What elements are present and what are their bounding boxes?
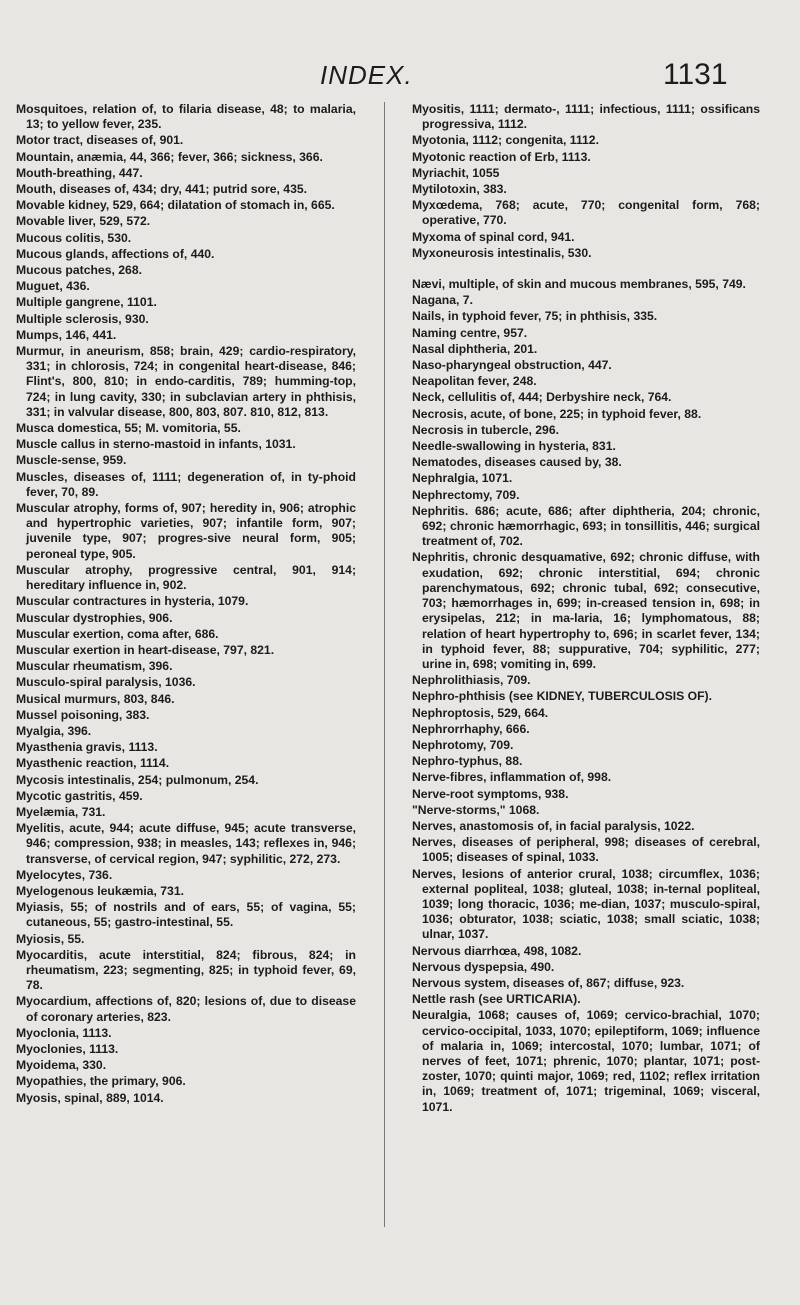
- index-entry: Mountain, anæmia, 44, 366; fever, 366; sickness, 366.: [16, 149, 323, 164]
- index-entry: Myasthenic reaction, 1114.: [16, 756, 170, 771]
- index-entry: Mussel poisoning, 383.: [16, 707, 150, 722]
- index-entry: Muscular exertion, coma after, 686.: [16, 626, 219, 641]
- index-entry: Nervous system, diseases of, 867; diffuse, 923.: [412, 975, 685, 990]
- index-entry: Nerves, diseases of peripheral, 998; diseases of cerebral, 1005; diseases of spinal, 1033.: [412, 835, 760, 865]
- index-entry: Nephroptosis, 529, 664.: [412, 705, 549, 720]
- index-entry: Mucous patches, 268.: [16, 263, 142, 278]
- index-entry: Myosis, spinal, 889, 1014.: [16, 1090, 164, 1105]
- index-entry: Murmur, in aneurism, 858; brain, 429; cardio-respiratory, 331; in chlorosis, 724; in congenital heart-disease, 846; Flint's, 800, 810; in endo-carditis, 789; humming-top, 724; in lung cavity, 330; in subclavian artery in phthisis, 331; in valvular disease, 800, 803, 807. 810, 812, 813.: [16, 344, 356, 419]
- index-entry: Motor tract, diseases of, 901.: [16, 133, 184, 148]
- index-entry: Nephralgia, 1071.: [412, 471, 513, 486]
- index-entry: Mosquitoes, relation of, to filaria disease, 48; to malaria, 13; to yellow fever, 235.: [16, 102, 356, 132]
- index-entry: Naso-pharyngeal obstruction, 447.: [412, 358, 612, 373]
- index-entry: Movable kidney, 529, 664; dilatation of stomach in, 665.: [16, 198, 335, 213]
- index-entry: Myxoneurosis intestinalis, 530.: [412, 245, 592, 260]
- index-entry: Necrosis in tubercle, 296.: [412, 422, 559, 437]
- index-entry: Nephrolithiasis, 709.: [412, 673, 531, 688]
- index-entry: Nerve-root symptoms, 938.: [412, 786, 569, 801]
- index-entry: Nephrotomy, 709.: [412, 737, 514, 752]
- index-entry: Nervous diarrhœa, 498, 1082.: [412, 943, 582, 958]
- index-entry: Nematodes, diseases caused by, 38.: [412, 455, 622, 470]
- index-entry: Mouth, diseases of, 434; dry, 441; putrid sore, 435.: [16, 182, 308, 197]
- index-entry: Muscle callus in sterno-mastoid in infants, 1031.: [16, 437, 296, 452]
- index-entry: Myocardium, affections of, 820; lesions of, due to disease of coronary arteries, 823.: [16, 994, 356, 1024]
- index-entry: Myiosis, 55.: [16, 931, 85, 946]
- index-entry: Nerve-fibres, inflammation of, 998.: [412, 770, 612, 785]
- index-entry: Myoclonia, 1113.: [16, 1025, 112, 1040]
- index-entry: Neapolitan fever, 248.: [412, 374, 537, 389]
- index-entry: Mouth-breathing, 447.: [16, 165, 143, 180]
- index-entry: Nagana, 7.: [412, 293, 473, 308]
- page-header: [0, 58, 800, 98]
- index-entry: Necrosis, acute, of bone, 225; in typhoid fever, 88.: [412, 406, 702, 421]
- index-entry: Nævi, multiple, of skin and mucous membranes, 595, 749.: [412, 277, 746, 292]
- index-entry: Myelocytes, 736.: [16, 867, 113, 882]
- index-entry: Myopathies, the primary, 906.: [16, 1074, 186, 1089]
- index-entry: Nephro-typhus, 88.: [412, 754, 523, 769]
- index-entry: Myriachit, 1055: [412, 165, 500, 180]
- index-entry: Myelitis, acute, 944; acute diffuse, 945; acute transverse, 946; compression, 938; in measles, 143; reflexes in, 946; transverse, of cervical region, 947; syphilitic, 272, 273.: [16, 821, 356, 866]
- index-entry: Nerves, anastomosis of, in facial paralysis, 1022.: [412, 818, 695, 833]
- index-entry: Myelogenous leukæmia, 731.: [16, 883, 184, 898]
- index-entry: Muscular atrophy, forms of, 907; heredity in, 906; atrophic and hypertrophic varieties, 907; infantile form, 907; juvenile type, 907; progres-sive neural form, 905; peroneal type, 905.: [16, 501, 356, 561]
- index-entry: Myoclonies, 1113.: [16, 1041, 119, 1056]
- index-entry: Movable liver, 529, 572.: [16, 214, 151, 229]
- index-entry: Mumps, 146, 441.: [16, 327, 117, 342]
- index-entry: Multiple sclerosis, 930.: [16, 311, 149, 326]
- index-entry: Myotonia, 1112; congenita, 1112.: [412, 133, 599, 148]
- index-entry: Mycosis intestinalis, 254; pulmonum, 254.: [16, 772, 259, 787]
- index-entry: Nephritis, chronic desquamative, 692; chronic diffuse, with exudation, 692; chronic interstitial, 694; chronic parenchymatous, 692; chronic tubal, 692; consecutive, 703; hæmorrhages in, 699; in-creased tension in, 698; in erysipelas, 212; in ma-laria, 16; lymphomatous, 88; relation of heart hypertrophy to, 696; in scarlet fever, 134; in typhoid fever, 88; suppurative, 704; syphilitic, 277; urine in, 698; vomiting in, 699.: [412, 550, 760, 671]
- column-divider: [384, 102, 385, 1227]
- index-entry: Musca domestica, 55; M. vomitoria, 55.: [16, 421, 241, 436]
- page-number: 1131: [663, 58, 728, 91]
- index-entry: Muscular dystrophies, 906.: [16, 610, 173, 625]
- index-entry: Muscles, diseases of, 1111; degeneration of, in ty-phoid fever, 70, 89.: [16, 469, 356, 499]
- index-entry: Myasthenia gravis, 1113.: [16, 740, 158, 755]
- index-entry: Myotonic reaction of Erb, 1113.: [412, 149, 591, 164]
- index-entry: Myiasis, 55; of nostrils and of ears, 55; of vagina, 55; cutaneous, 55; gastro-intestinal, 55.: [16, 900, 356, 930]
- index-entry: Musculo-spiral paralysis, 1036.: [16, 675, 196, 690]
- index-entry: Nervous dyspepsia, 490.: [412, 959, 555, 974]
- running-title: INDEX.: [320, 60, 413, 90]
- index-entry: Nerves, lesions of anterior crural, 1038; circumflex, 1036; external popliteal, 1038; gluteal, 1038; in-ternal popliteal, 1039; long thoracic, 1036; me-dian, 1037; musculo-spiral, 1036; obturator, 1038; sciatic, 1038; small sciatic, 1038; ulnar, 1037.: [412, 866, 760, 942]
- index-entry: Multiple gangrene, 1101.: [16, 295, 157, 310]
- right-column: [412, 102, 760, 1116]
- index-entry: Naming centre, 957.: [412, 325, 528, 340]
- index-entry: Myxoma of spinal cord, 941.: [412, 229, 575, 244]
- index-entry: Myocarditis, acute interstitial, 824; fibrous, 824; in rheumatism, 223; segmenting, 825; in typhoid fever, 69, 78.: [16, 947, 356, 993]
- index-entry: Muscular exertion in heart-disease, 797, 821.: [16, 642, 275, 657]
- index-entry: Muscular contractures in hysteria, 1079.: [16, 594, 249, 609]
- index-entry: Nettle rash (see URTICARIA).: [412, 992, 581, 1007]
- index-entry: Nephrorrhaphy, 666.: [412, 721, 530, 736]
- index-entry: "Nerve-storms," 1068.: [412, 802, 540, 817]
- index-entry: Myoidema, 330.: [16, 1058, 107, 1073]
- index-entry: Nails, in typhoid fever, 75; in phthisis, 335.: [412, 309, 658, 324]
- index-entry: Musical murmurs, 803, 846.: [16, 691, 175, 706]
- index-entry: Muscular rheumatism, 396.: [16, 659, 173, 674]
- index-entry: Neuralgia, 1068; causes of, 1069; cervico-brachial, 1070; cervico-occipital, 1033, 1070; epileptiform, 1069; influence of malaria in, 1069; intercostal, 1070; lumbar, 1071; of nerves of feet, 1071; phrenic, 1070; plantar, 1071; post-zoster, 1070; quinti major, 1069; red, 1102; reflex irritation in, 1069; treatment of, 1071; trigeminal, 1069; visceral, 1071.: [412, 1008, 760, 1114]
- index-entry: Mucous glands, affections of, 440.: [16, 246, 215, 261]
- index-entry: Nephrectomy, 709.: [412, 487, 520, 502]
- left-column: [16, 102, 356, 1107]
- section-gap: [412, 262, 760, 277]
- index-entry: Mycotic gastritis, 459.: [16, 788, 143, 803]
- index-entry: Myxœdema, 768; acute, 770; congenital form, 768; operative, 770.: [412, 198, 760, 228]
- index-entry: Nephro-phthisis (see KIDNEY, TUBERCULOSIS OF).: [412, 689, 712, 704]
- index-entry: Nasal diphtheria, 201.: [412, 341, 538, 356]
- index-entry: Muscle-sense, 959.: [16, 453, 127, 468]
- index-entry: Myositis, 1111; dermato-, 1111; infectious, 1111; ossificans progressiva, 1112.: [412, 102, 760, 132]
- index-entry: Myelæmia, 731.: [16, 804, 106, 819]
- index-entry: Nephritis. 686; acute, 686; after diphtheria, 204; chronic, 692; chronic hæmorrhagic, 693; in tonsillitis, 446; surgical treatment of, 702.: [412, 503, 760, 549]
- index-entry: Myalgia, 396.: [16, 723, 92, 738]
- index-entry: Neck, cellulitis of, 444; Derbyshire neck, 764.: [412, 390, 672, 405]
- index-entry: Muguet, 436.: [16, 279, 90, 294]
- index-entry: Mucous colitis, 530.: [16, 230, 132, 245]
- index-entry: Mytilotoxin, 383.: [412, 182, 507, 197]
- index-entry: Muscular atrophy, progressive central, 901, 914; hereditary influence in, 902.: [16, 562, 356, 593]
- index-entry: Needle-swallowing in hysteria, 831.: [412, 439, 616, 454]
